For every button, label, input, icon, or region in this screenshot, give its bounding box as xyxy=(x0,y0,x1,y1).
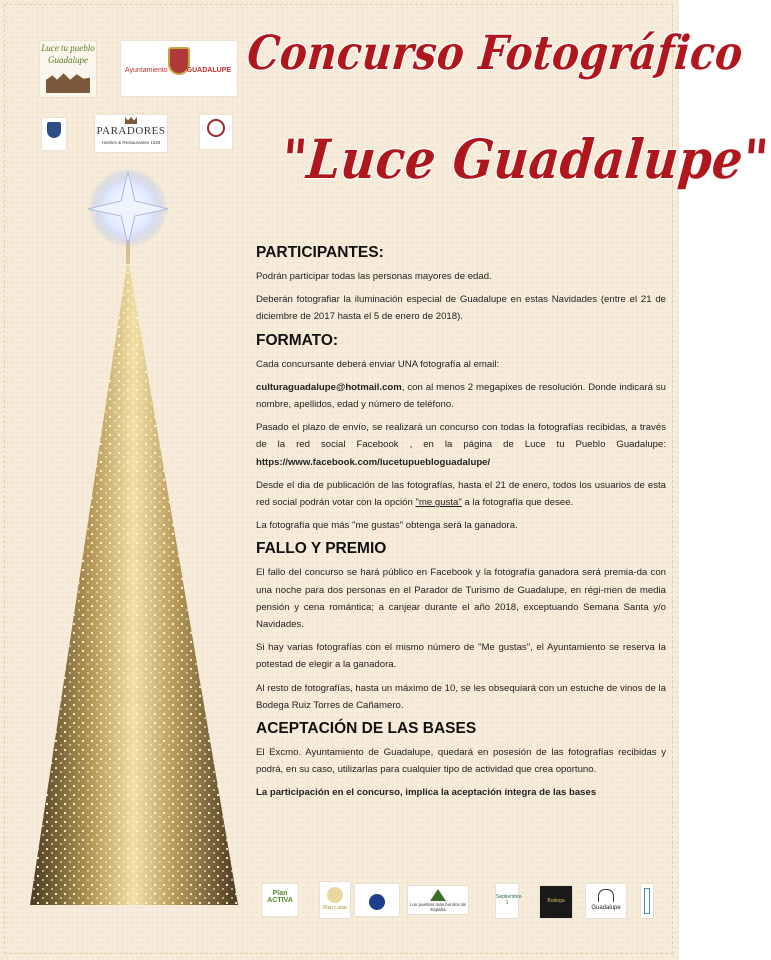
fallo-p1: El fallo del concurso se hará público en Facebook y la fotografía ganadora será premia-da con una noche para dos personas en el Parador de Turismo de Guadalupe, en régi-men de media pensión y cena romántica; a canjear durante el año 2018, exceptuando Semana Santa y/o Navidades. xyxy=(256,567,666,631)
lunar-logo xyxy=(320,882,350,918)
luce-logo-line2: Guadalupe xyxy=(48,55,88,65)
septiembre-label: Septiembre 1 xyxy=(496,894,522,906)
formato-p5: La fotografía que más "me gustas" obtenga será la ganadora. xyxy=(256,520,518,532)
lunar-label: Plan Lunar xyxy=(322,905,348,911)
formato-p4-b: a la fotografía que desee. xyxy=(461,497,574,509)
bodega-dark-label: Bodega xyxy=(547,898,565,904)
contest-email-link[interactable]: culturaguadalupe@hotmail.com xyxy=(256,381,402,393)
badge-frame-icon xyxy=(644,888,650,914)
bodega-dark-logo xyxy=(540,886,572,918)
formato-p3 xyxy=(256,419,666,471)
council-of-europe-logo xyxy=(355,884,399,916)
luce-logo-line1: Luce tu pueblo xyxy=(41,43,95,53)
formato-p2-rest: , con al menos 2 megapixes de resolución. Donde indicará su nombre, apellidos, edad y número de teléfono. xyxy=(256,381,666,411)
septiembre-logo xyxy=(496,884,522,918)
ayuntamiento-logo-right: GUADALUPE xyxy=(186,67,231,74)
facebook-url-link[interactable]: https://www.facebook.com/lucetupuebloguadalupe/ xyxy=(256,456,491,468)
plan-activa-label: Plan ACTIVA xyxy=(267,890,293,904)
formato-p2 xyxy=(256,379,666,413)
fallo-p3: Al resto de fotografías, hasta un máximo de 10, se les obsequiará con un estuche de vinos de la Bodega Ruiz Torres de Cañamero. xyxy=(256,682,666,711)
heading-participantes: PARTICIPANTES: xyxy=(256,244,384,261)
formato-p1: Cada concursante deberá enviar UNA fotografía al email: xyxy=(256,358,500,370)
heading-formato: FORMATO: xyxy=(256,331,339,349)
arch-icon xyxy=(598,889,614,902)
paradores-sub: Hoteles & Restaurantes 1928 xyxy=(101,140,161,145)
me-gusta-text: "me gusta" xyxy=(415,497,462,509)
aceptacion-p1: El Excmo. Ayuntamiento de Guadalupe, quedará en posesión de las fotografías recibidas y podrá, en su caso, utilizarlas para cualquier tipo de actividad que crea oportuno. xyxy=(256,747,666,776)
participantes-p2: Deberán fotografiar la iluminación especial de Guadalupe en estas Navidades (entre el 21 de diciembre de 2017 hasta el 5 de enero de 2018). xyxy=(256,294,666,323)
formato-p4 xyxy=(256,477,666,511)
fallo-p2: Si hay varias fotografías con el mismo número de "Me gustas", el Ayuntamiento se reserva la potestad de elegir a la ganadora. xyxy=(256,642,666,671)
tree-lights xyxy=(30,258,238,905)
plan-activa-logo xyxy=(262,884,298,916)
pueblos-bonitos-logo xyxy=(408,886,468,914)
guadalupe-town-logo xyxy=(586,884,626,918)
vertical-badge-logo xyxy=(641,884,653,918)
title-line-1: Concurso Fotográfico xyxy=(245,26,746,81)
formato-p3-text: Pasado el plazo de envío, se realizará un concurso con todas la fotografías recibidas, a través de la red social Facebook , en la página de Luce tu Pueblo Guadalupe: xyxy=(256,422,666,451)
formato-p4-a: Desde el dia de publicación de las fotografías, hasta el 21 de enero, todos los usuarios de esta red social podrán votar con la opción xyxy=(256,479,666,509)
paradores-name: PARADORES xyxy=(96,125,166,137)
participantes-p1: Podrán participar todas las personas mayores de edad. xyxy=(256,271,492,282)
rules-content xyxy=(256,244,666,808)
ayuntamiento-logo-left: Ayuntamiento xyxy=(125,67,168,74)
moon-icon xyxy=(327,887,343,903)
pueblos-bonitos-label: Los pueblos más bonitos de España xyxy=(409,902,467,912)
aceptacion-p2: La participación en el concurso, implica la aceptación íntegra de las bases xyxy=(256,787,597,799)
heading-fallo: FALLO Y PREMIO xyxy=(256,540,387,558)
title-line-2: "Luce Guadalupe" xyxy=(279,127,771,191)
roof-icon xyxy=(430,889,446,901)
eu-stars-icon xyxy=(369,894,385,910)
heading-aceptacion: ACEPTACIÓN DE LAS BASES xyxy=(256,720,477,738)
guadalupe-town-label: Guadalupe xyxy=(591,905,621,911)
